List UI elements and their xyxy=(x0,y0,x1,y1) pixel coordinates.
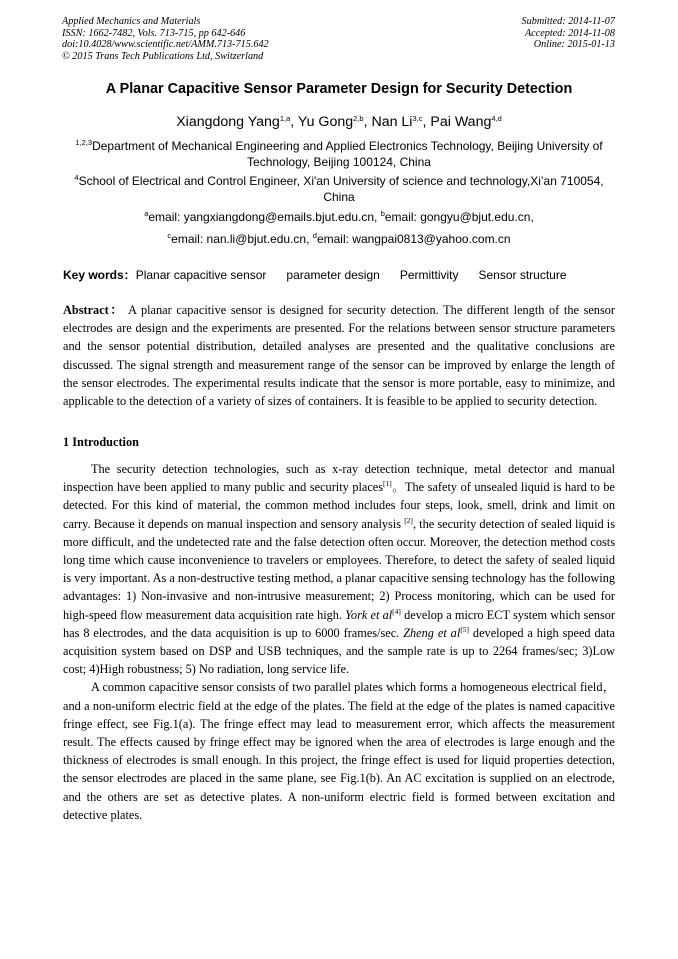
keyword: Planar capacitive sensor xyxy=(135,268,267,282)
author-sup: 4,d xyxy=(491,114,502,123)
keywords xyxy=(63,266,587,283)
citation[interactable]: [1] xyxy=(383,479,392,489)
journal-name: Applied Mechanics and Materials xyxy=(62,16,201,27)
citation[interactable]: [2] xyxy=(404,515,413,525)
copyright-line: © 2015 Trans Tech Publications Ltd, Switzerland xyxy=(62,50,264,62)
email-link[interactable]: email: yangxiangdong@emails.bjut.edu.cn, xyxy=(148,210,381,224)
abstract-label: Abstract： xyxy=(63,303,125,317)
keyword: parameter design xyxy=(286,268,380,282)
email-line-2: $^c$email: nan.li@bjut.edu.cn, $^d$email: wangpai0813@yahoo.com.cn xyxy=(167,231,511,246)
author-list: Xiangdong Yang$^{1,a}$, Yu Gong$^{2,b}$, Nan Li$^{3,c}$, Pai Wang$^{4,d}$ xyxy=(176,114,502,130)
author-name: Pai Wang xyxy=(430,114,492,130)
author-name: Xiangdong Yang xyxy=(176,114,280,130)
author-sup: 1,a xyxy=(279,114,291,123)
citation[interactable]: [4] xyxy=(392,606,401,616)
section-heading: 1 Introduction xyxy=(63,435,139,449)
paragraph: A common capacitive sensor consists of two parallel plates which forms a homogeneous electrical field，and a non-uniform electric field at the edge of the plates. The field at the edge of the plates is named capacitive fringe effect, see Fig.1(a). The fringe effect may lead to measurement error, which affects the measurement result. The effects caused by fringe effect may be ignored when the area of electrodes is large enough and the thickness of electrodes is small enough. In this project, the fringe effect is used for liquid properties detection, the sensor electrodes are placed in the same plane, see Fig.1(b). An AC excitation is supplied on an electrode, and the others are set as detective plates. A non-uniform electric field is formed between excitation and detective plates. xyxy=(63,680,615,822)
author-sup: 3,c xyxy=(412,114,423,123)
keyword: Permittivity xyxy=(399,268,459,282)
affiliation-2: $^4$School of Electrical and Control Engineer, Xi'an University of science and technology,Xi’an 710054, China xyxy=(74,173,604,204)
citation[interactable]: [5] xyxy=(460,624,469,634)
author-name: Yu Gong xyxy=(297,114,354,130)
accepted-date: Accepted: 2014-11-08 xyxy=(524,27,615,39)
keyword: Sensor structure xyxy=(478,268,567,282)
doi-line: doi:10.4028/www.scientific.net/AMM.713-715.642 xyxy=(62,39,269,50)
journal-info xyxy=(62,16,269,62)
email-link[interactable]: email: gongyu@bjut.edu.cn, xyxy=(384,210,534,224)
author-sup: 2,b xyxy=(353,114,364,123)
issn-line: ISSN: 1662-7482, Vols. 713-715, pp 642-646 xyxy=(62,27,246,39)
abstract xyxy=(63,301,615,410)
intro-body xyxy=(63,460,615,824)
online-date: Online: 2015-01-13 xyxy=(533,39,615,50)
email-link[interactable]: email: wangpai0813@yahoo.com.cn xyxy=(316,232,511,246)
paragraph: The security detection technologies, such as x-ray detection technique, metal detector and manual inspection have been applied to many public and security places[1]。The safety of unsealed liquid is hard to be detected. For this kind of material, the common method includes four steps, look, smell, drink and limit on carry. Because it depends on manual inspection and sensory analysis [2], the security detection of sealed liquid is more difficult, and the undetected rate and the false detection often occur. Moreover, the detection method costs long time which cause inconvenience to travelers or employees. Therefore, to detect the safety of sealed liquid is very important. As a non-destructive testing method, a planar capacitive sensing technology has the following advantages: 1) Non-invasive and non-intrusive measurement; 2) Process monitoring, which can be used for high-speed flow measurement data acquisition rate high. York et al[4] develop a micro ECT system which sensor has 8 electrodes, and the data acquisition is up to 6000 frames/sec. Zheng et al[5] developed a high speed data acquisition system based on DSP and USB techniques, and the sample rate is up to 2264 frames/sec; 3)Low cost; 4)High robustness; 5) No radiation, long service life. xyxy=(63,462,615,677)
submitted-date: Submitted: 2014-11-07 xyxy=(521,16,615,27)
paper-title: A Planar Capacitive Sensor Parameter Design for Security Detection xyxy=(105,81,573,97)
author-name: Nan Li xyxy=(371,114,413,130)
keywords-label: Key words： xyxy=(63,268,136,282)
abstract-text: A planar capacitive sensor is designed for security detection. The different length of the sensor electrodes are design and the experiments are presented. For the relations between sensor structure parameters and the sensor potential distribution, detailed analyses are presented and the qualitative conclusions are discussed. The signal strength and measurement range of the sensor can be improved by enlarge the length of the sensor electrodes. The experimental results indicate that the sensor is more portable, easy to minimize, and applicable to the detection of a variety of sizes of containers. It is feasible to be applied to security detection. xyxy=(63,303,615,409)
email-link[interactable]: email: nan.li@bjut.edu.cn, xyxy=(171,232,313,246)
affiliation-1: $^{1,2,3}$Department of Mechanical Engineering and Applied Electronics Technology, Beijing University of Technology, Beijing 100124, China xyxy=(75,138,603,169)
dates-info xyxy=(522,16,615,51)
email-line-1: $^a$email: yangxiangdong@emails.bjut.edu.cn, $^b$email: gongyu@bjut.edu.cn, xyxy=(144,209,534,224)
